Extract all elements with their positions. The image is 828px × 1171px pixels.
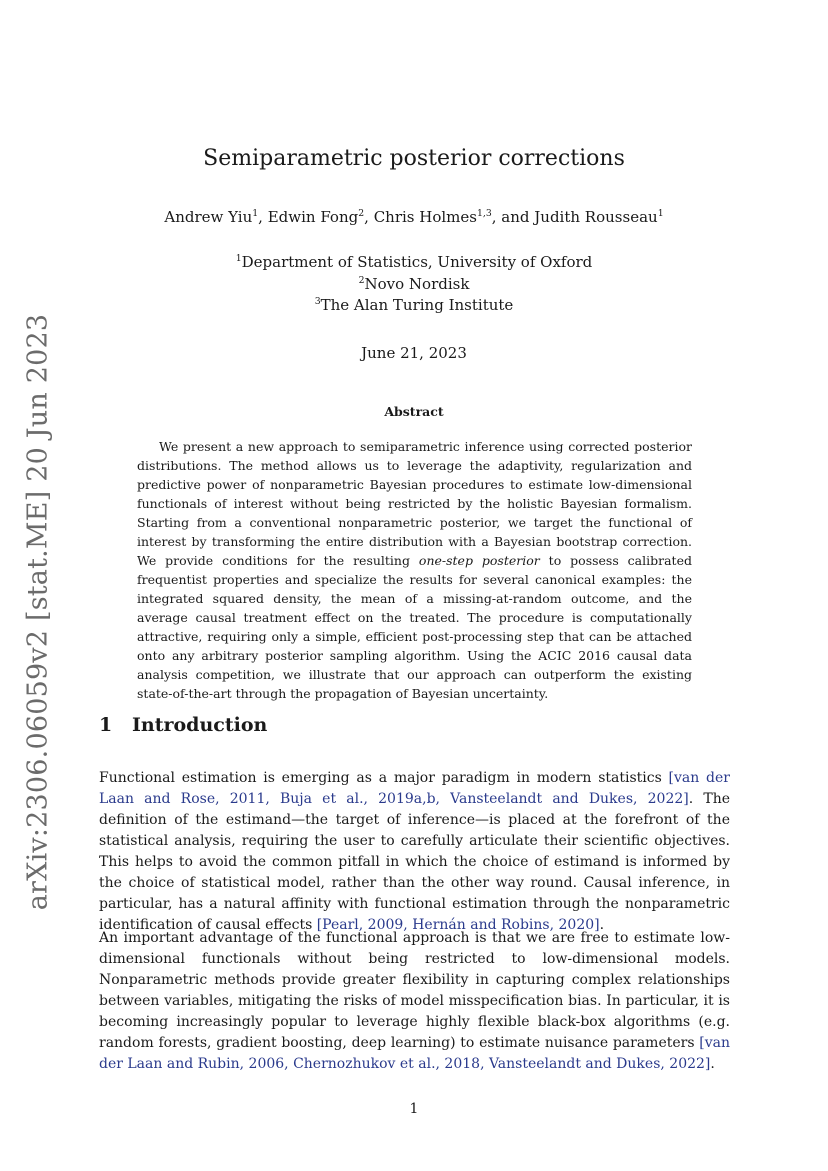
affiliation xyxy=(0,252,828,274)
arxiv-identifier-stamp: arXiv:2306.06059v2 [stat.ME] 20 Jun 2023 xyxy=(22,313,54,911)
affiliation-text: Novo Nordisk xyxy=(364,274,470,293)
author-affiliation-mark: 1 xyxy=(252,208,259,219)
author-affiliation-mark: 1 xyxy=(657,208,664,219)
author-name: Andrew Yiu xyxy=(164,208,253,226)
paragraph-text: Functional estimation is emerging as a major paradigm in modern statistics xyxy=(99,770,669,786)
author-separator: , and xyxy=(491,208,535,226)
affiliation xyxy=(0,295,828,317)
author-name: Edwin Fong xyxy=(267,208,359,226)
affiliation-text: The Alan Turing Institute xyxy=(320,296,514,314)
author-separator: , xyxy=(258,208,268,226)
abstract-text: to possess calibrated frequentist properties and specialize the results for several canonical examples: the integrated squared density, the mean of a missing-at-random outcome, and the average causal treatment effect on the treated. The procedure is computationally attractive, requiring only a simple, efficient post-processing step that can be attached onto any arbitrary posterior sampling algorithm. Using the ACIC 2016 causal data analysis competition, we illustrate that our approach can outperform the existing state-of-the-art through the propagation of Bayesian uncertainty. xyxy=(137,553,692,701)
affiliation-list xyxy=(0,252,828,317)
paragraph-text: . The definition of the estimand—the target of inference—is placed at the forefront of the statistical analysis, requiring the user to carefully articulate their scientific objectives. This helps to avoid the common pitfall in which the choice of estimand is informed by the choice of statistical model, rather than the other way round. Causal inference, in particular, has a natural affinity with functional estimation through the nonparametric identification of causal effects xyxy=(99,791,730,933)
citation-link[interactable]: [Pearl, 2009, Hernán and Robins, 2020] xyxy=(316,917,600,933)
author-separator: , xyxy=(364,208,374,226)
author-affiliation-mark: 2 xyxy=(358,208,365,219)
author-name: Judith Rousseau xyxy=(534,208,658,226)
author-list xyxy=(0,208,828,226)
abstract-emphasis: one-step posterior xyxy=(418,553,540,568)
paragraph-text: . xyxy=(710,1056,715,1072)
affiliation-mark: 1 xyxy=(235,253,242,264)
affiliation-mark: 2 xyxy=(358,274,365,286)
author-affiliation-mark: 1,3 xyxy=(476,208,492,219)
section-number: 1 xyxy=(99,714,113,736)
citation-link[interactable]: [van der Laan and Rubin, 2006, Chernozhukov et al., 2018, Vansteelandt and Dukes, 2022] xyxy=(99,1035,730,1072)
abstract-text: We present a new approach to semiparametric inference using corrected posterior distributions. The method allows us to leverage the adaptivity, regularization and predictive power of nonparametric Bayesian procedures to estimate low-dimensional functionals of interest without being restricted by the holistic Bayesian formalism. Starting from a conventional nonparametric posterior, we target the functional of interest by transforming the entire distribution with a Bayesian bootstrap correction. We provide conditions for the resulting xyxy=(137,439,692,568)
body-paragraph xyxy=(99,928,730,1075)
paragraph-text: An important advantage of the functional approach is that we are free to estimate low-dimensional functionals without being restricted to low-dimensional models. Nonparametric methods provide greater flexibility in capturing complex relationships between variables, mitigating the risks of model misspecification bias. In particular, it is becoming increasingly popular to leverage highly flexible black-box algorithms (e.g. random forests, gradient boosting, deep learning) to estimate nuisance parameters xyxy=(99,930,730,1051)
affiliation xyxy=(0,274,828,296)
abstract-heading: Abstract xyxy=(384,404,444,419)
citation-link[interactable]: [van der Laan and Rose, 2011, Buja et al., 2019a,b, Vansteelandt and Dukes, 2022] xyxy=(99,770,730,807)
publication-date: June 21, 2023 xyxy=(361,344,467,362)
section-heading xyxy=(99,714,267,736)
paper-title: Semiparametric posterior corrections xyxy=(203,146,625,171)
affiliation-text: Department of Statistics, University of Oxford xyxy=(241,253,593,271)
page-number: 1 xyxy=(409,1101,419,1117)
author-name: Chris Holmes xyxy=(373,208,477,226)
section-title: Introduction xyxy=(132,714,268,736)
paragraph-text: . xyxy=(599,917,605,933)
affiliation-mark: 3 xyxy=(314,296,321,307)
abstract-body xyxy=(137,437,692,703)
body-paragraph xyxy=(99,768,730,936)
